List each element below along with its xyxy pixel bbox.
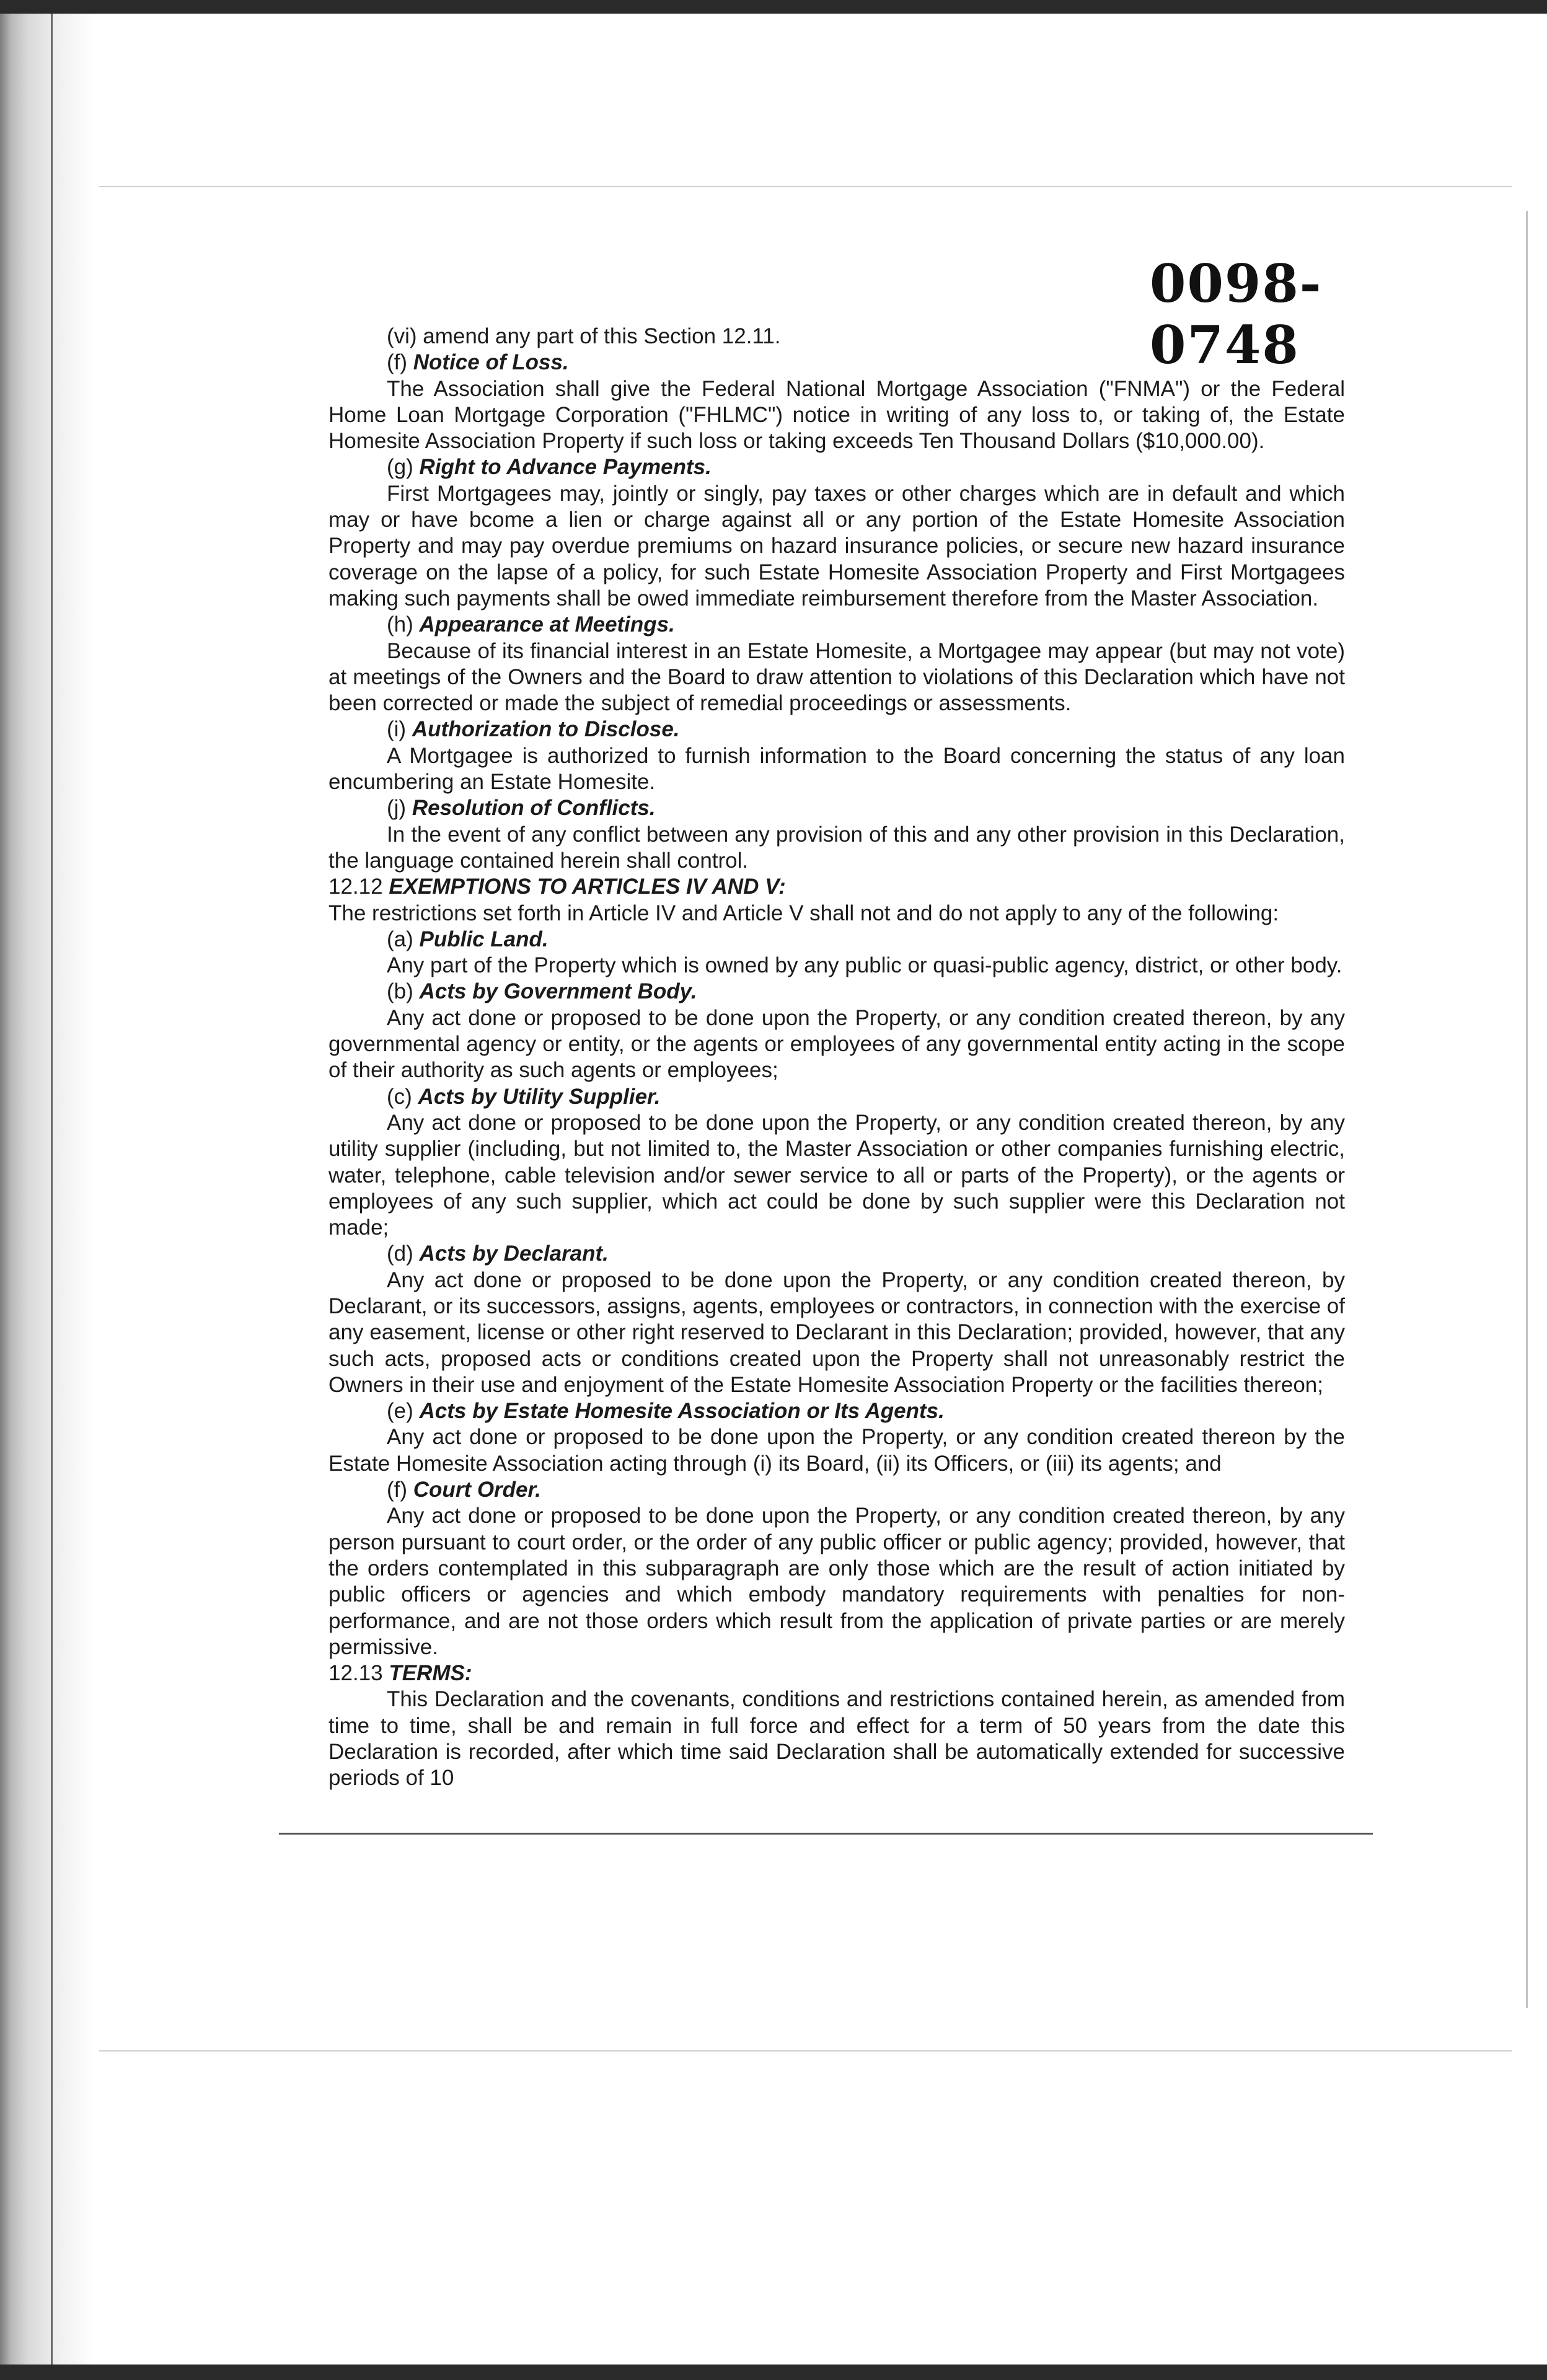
section-heading xyxy=(328,1660,1345,1686)
paragraph: Any act done or proposed to be done upon the Property, or any condition created thereon, by Declarant, or its successors, assigns, agents, employees or contractors, in connection with the exercise of any easement, license or other right reserved to Declarant in this Declaration; provided, however, that any such acts, proposed acts or conditions created upon the Property shall not unreasonably restrict the Owners in their use and enjoyment of the Estate Homesite Association Property or the facilities thereon; xyxy=(328,1267,1345,1397)
subsection-label: (a) xyxy=(387,927,413,951)
scan-right-line xyxy=(1526,211,1528,2008)
subsection-title: Notice of Loss. xyxy=(413,350,569,375)
subsection-label: (e) xyxy=(387,1399,413,1424)
subsection-heading xyxy=(328,795,1345,821)
subsection-heading xyxy=(328,612,1345,638)
subsection-heading xyxy=(328,1084,1345,1110)
subsection-title: Court Order. xyxy=(413,1478,541,1502)
subsection-heading xyxy=(328,350,1345,376)
subsection-title: Acts by Estate Homesite Association or Its Agents. xyxy=(419,1399,945,1424)
scan-bottom-band xyxy=(0,2365,1547,2380)
page-end-rule xyxy=(279,1833,1373,1835)
subsection-label: (c) xyxy=(387,1084,412,1109)
scan-low-rule xyxy=(99,2050,1512,2052)
section-title: TERMS: xyxy=(389,1661,472,1686)
paragraph: The Association shall give the Federal National Mortgage Association ("FNMA") or the Federal Home Loan Mortgage Corporation ("FHLMC") notice in writing of any loss to, or taking of, the Estate Homesite Association Property if such loss or taking exceeds Ten Thousand Dollars ($10,000.00). xyxy=(328,376,1345,454)
paragraph: The restrictions set forth in Article IV and Article V shall not and do not apply to any of the following: xyxy=(328,901,1279,925)
subsection-heading xyxy=(328,979,1345,1005)
paragraph: Any act done or proposed to be done upon the Property, or any condition created thereon, by any governmental agency or entity, or the agents or employees of any governmental entity acting in the scope of their authority as such agents or employees; xyxy=(328,1005,1345,1083)
document-number: 0098-0748 xyxy=(1150,253,1323,376)
subsection-heading xyxy=(328,324,1345,350)
section-title: EXEMPTIONS TO ARTICLES IV AND V: xyxy=(389,875,786,899)
scan-top-rule xyxy=(99,186,1512,187)
subsection-label: (f) xyxy=(387,350,408,375)
subsection-title: Right to Advance Payments. xyxy=(419,455,712,480)
subsection-title: Public Land. xyxy=(419,927,549,951)
paragraph: A Mortgagee is authorized to furnish information to the Board concerning the status of any loan encumbering an Estate Homesite. xyxy=(328,743,1345,795)
subsection-title: Appearance at Meetings. xyxy=(419,612,675,637)
document-body xyxy=(328,324,1345,1792)
paragraph: In the event of any conflict between any provision of this and any other provision in this Declaration, the language contained herein shall control. xyxy=(328,822,1345,873)
paragraph: This Declaration and the covenants, conditions and restrictions contained herein, as amended from time to time, shall be and remain in full force and effect for a term of 50 years from the date this Declaration is recorded, after which time said Declaration shall be automatically extended for successive periods of 10 xyxy=(328,1687,1345,1791)
section-number: 12.12 xyxy=(328,875,383,899)
subsection-label: (b) xyxy=(387,979,413,1004)
scan-top-band xyxy=(0,0,1547,14)
subsection-title: Authorization to Disclose. xyxy=(412,717,680,742)
section-heading xyxy=(328,874,1345,900)
subsection-label: (f) xyxy=(387,1478,408,1502)
subsection-label: (j) xyxy=(387,796,407,821)
subsection-label: (d) xyxy=(387,1241,413,1266)
paragraph: First Mortgagees may, jointly or singly, pay taxes or other charges which are in default and which may or have bcome a lien or charge against all or any portion of the Estate Homesite Association Property and may pay overdue premiums on hazard insurance policies, or secure new hazard insurance coverage on the lapse of a policy, for such Estate Homesite Association Property and First Mortgagees making such payments shall be owed immediate reimbursement therefore from the Master Association. xyxy=(328,481,1345,610)
paragraph: Any act done or proposed to be done upon the Property, or any condition created thereon, by any person pursuant to court order, or the order of any public officer or public agency; provided, however, that the orders contemplated in this subparagraph are only those which are the result of action initiated by public officers or agencies and which embody mandatory requirements with penalties for non-performance, and are not those orders which result from the application of private parties or are merely permissive. xyxy=(328,1504,1345,1659)
subsection-heading xyxy=(328,716,1345,743)
subsection-title: Resolution of Conflicts. xyxy=(412,796,656,821)
subsection-text: (vi) amend any part of this Section 12.11. xyxy=(387,324,781,348)
subsection-title: Acts by Utility Supplier. xyxy=(418,1084,661,1109)
subsection-heading xyxy=(328,927,1345,953)
paragraph: Because of its financial interest in an Estate Homesite, a Mortgagee may appear (but may not vote) at meetings of the Owners and the Board to draw attention to violations of this Declaration which have not been corrected or made the subject of remedial proceedings or assessments. xyxy=(328,638,1345,716)
section-number: 12.13 xyxy=(328,1661,383,1686)
subsection-heading xyxy=(328,454,1345,480)
paragraph: Any part of the Property which is owned by any public or quasi-public agency, district, or other body. xyxy=(387,953,1342,978)
scan-left-edge xyxy=(0,0,93,2380)
paragraph: Any act done or proposed to be done upon the Property, or any condition created thereon, by any utility supplier (including, but not limited to, the Master Association or other companies furnishing electric, water, telephone, cable television and/or sewer service to all or parts of the Property), or the agents or employees of any such supplier, which act could be done by such supplier were this Declaration not made; xyxy=(328,1110,1345,1240)
paragraph: Any act done or proposed to be done upon the Property, or any condition created thereon by the Estate Homesite Association acting through (i) its Board, (ii) its Officers, or (iii) its agents; and xyxy=(328,1425,1345,1476)
subsection-title: Acts by Government Body. xyxy=(419,979,697,1004)
subsection-heading xyxy=(328,1241,1345,1267)
subsection-title: Acts by Declarant. xyxy=(419,1241,609,1266)
subsection-label: (h) xyxy=(387,612,413,637)
subsection-label: (g) xyxy=(387,455,413,480)
subsection-heading xyxy=(328,1398,1345,1424)
scan-left-line xyxy=(51,0,53,2380)
subsection-heading xyxy=(328,1477,1345,1503)
subsection-label: (i) xyxy=(387,717,407,742)
